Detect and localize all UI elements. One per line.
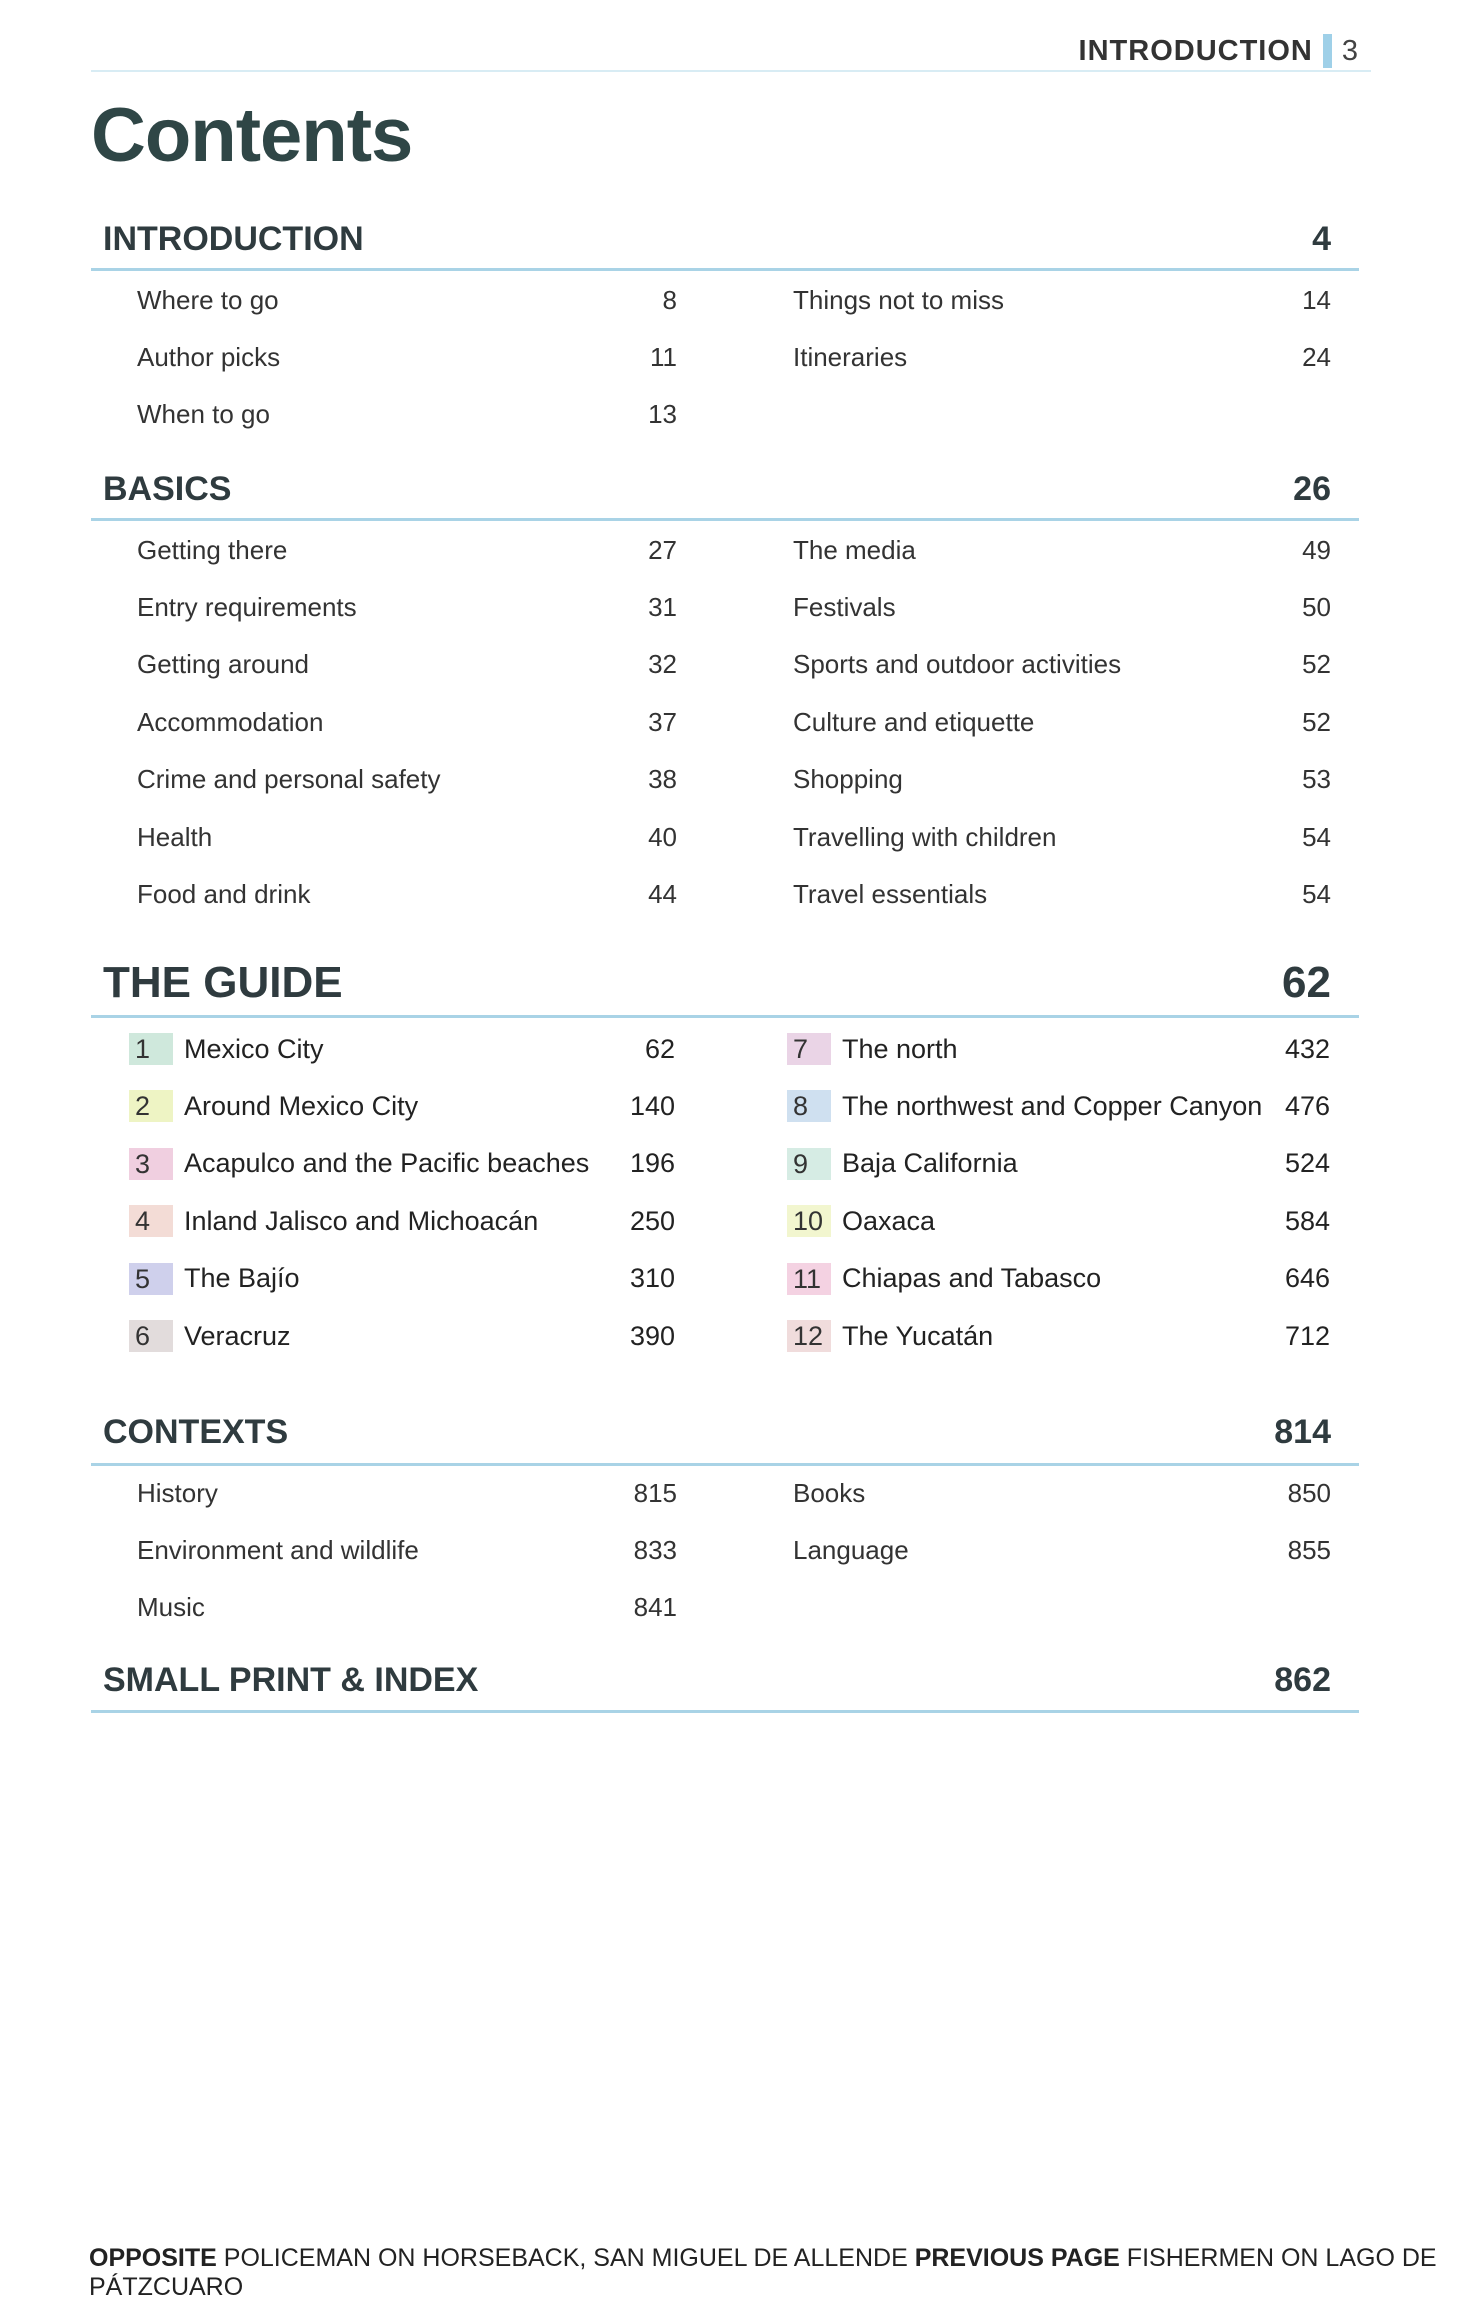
entry-label-group [793,764,903,795]
entry-page: 54 [1302,878,1331,909]
entry-label: Itineraries [793,341,908,372]
chapter-number-badge: 10 [787,1205,831,1237]
entry-page: 52 [1302,706,1331,737]
entry-label-group [129,1090,418,1122]
entry-page: 11 [650,341,677,372]
toc-entry[interactable] [793,1533,1331,1567]
entry-label-group [787,1033,958,1065]
entry-label: Travel essentials [793,878,988,909]
section-page: 4 [1312,220,1331,258]
section-title: BASICS [103,470,232,508]
entry-page: 850 [1287,1477,1331,1508]
entry-label: Getting there [137,534,288,565]
chapter-number-badge: 7 [787,1033,831,1065]
entry-label-group [793,285,1004,316]
entry-label: Where to go [137,284,279,315]
entry-label-group [787,1090,1262,1122]
entry-page: 476 [1284,1090,1330,1121]
entry-label-group [137,285,279,316]
entry-page: 49 [1302,534,1331,565]
entry-label: Accommodation [137,706,324,737]
entry-label: Entry requirements [137,591,357,622]
entry-label-group [787,1320,993,1352]
section-rule [91,518,1359,521]
entry-label: Shopping [793,764,903,795]
entry-label: Books [793,1477,866,1508]
entry-page: 196 [629,1148,675,1179]
toc-entry[interactable] [137,398,677,432]
entry-page: 40 [648,821,677,852]
section-title: INTRODUCTION [103,220,364,258]
section-page: 26 [1293,470,1331,508]
entry-label-group [129,1320,291,1352]
entry-label-group [137,592,357,623]
entry-label: Getting around [137,649,310,680]
entry-label-group [793,342,907,373]
entry-label-group [137,1592,205,1623]
toc-entry[interactable] [137,648,677,682]
toc-entry[interactable] [793,877,1331,911]
entry-label: Food and drink [137,878,311,909]
entry-page: 8 [662,284,677,315]
entry-label-group [793,822,1056,853]
entry-label-group [793,592,896,623]
chapter-number-badge: 1 [129,1033,173,1065]
entry-page: 27 [648,534,677,565]
toc-entry[interactable] [137,763,677,797]
toc-entry[interactable] [793,648,1331,682]
entry-page: 524 [1284,1148,1330,1179]
entry-label-group [129,1033,324,1065]
entry-page: 53 [1302,764,1331,795]
entry-label: Festivals [793,591,896,622]
toc-entry[interactable] [137,590,677,624]
entry-label-group [129,1263,300,1295]
entry-label: Veracruz [184,1320,291,1351]
entry-page: 37 [648,706,677,737]
top-divider [91,70,1371,72]
entry-page: 38 [648,764,677,795]
entry-label-group [793,1478,865,1509]
entry-page: 432 [1284,1033,1330,1064]
entry-label-group [137,707,323,738]
entry-label: Crime and personal safety [137,764,441,795]
entry-page: 31 [648,591,677,622]
toc-entry[interactable] [137,877,677,911]
chapter-number-badge: 5 [129,1263,173,1295]
chapter-number-badge: 4 [129,1205,173,1237]
entry-label-group [137,1478,218,1509]
entry-label: Language [793,1534,909,1565]
entry-page: 855 [1287,1534,1331,1565]
entry-label-group [137,879,310,910]
entry-label: Mexico City [184,1033,324,1064]
entry-label: The Bajío [184,1263,300,1294]
toc-entry[interactable] [137,283,677,317]
entry-label: Chiapas and Tabasco [842,1263,1102,1294]
toc-entry[interactable] [787,1319,1330,1353]
section-rule [91,1710,1359,1713]
entry-page: 310 [629,1263,675,1294]
toc-entry[interactable] [793,283,1331,317]
entry-label-group [137,1535,419,1566]
entry-page: 140 [629,1090,675,1121]
running-head-marker [1323,34,1332,68]
entry-label: Music [137,1592,205,1623]
entry-label-group [137,649,309,680]
entry-page: 833 [633,1534,677,1565]
section-heading-contexts[interactable] [103,1413,1331,1452]
toc-entry[interactable] [787,1032,1330,1066]
entry-label: Baja California [842,1148,1018,1179]
entry-label-group [793,1535,909,1566]
toc-entry[interactable] [129,1032,675,1066]
toc-entry[interactable] [129,1319,675,1353]
toc-entry[interactable] [137,340,677,374]
section-page: 62 [1282,958,1331,1007]
toc-entry[interactable] [129,1147,675,1181]
toc-entry[interactable] [137,1591,677,1625]
section-page: 862 [1274,1661,1331,1699]
section-title: THE GUIDE [103,958,343,1007]
page-title: Contents [91,93,413,178]
toc-entry[interactable] [129,1262,675,1296]
entry-label: Around Mexico City [184,1090,419,1121]
toc-entry[interactable] [129,1089,675,1123]
entry-page: 13 [648,399,677,430]
toc-entry[interactable] [137,1533,677,1567]
chapter-number-badge: 3 [129,1148,173,1180]
entry-label: The northwest and Copper Canyon [842,1090,1263,1121]
chapter-number-badge: 9 [787,1148,831,1180]
entry-label-group [137,535,287,566]
caption-previous-text: FISHERMEN ON LAGO DE PÁTZCUARO [89,2244,1437,2301]
entry-label-group [793,707,1034,738]
entry-label: Travelling with children [793,821,1057,852]
entry-label: Environment and wildlife [137,1534,419,1565]
entry-page: 14 [1302,284,1331,315]
toc-entry[interactable] [793,820,1331,854]
section-rule [91,1015,1359,1018]
entry-label: History [137,1477,218,1508]
entry-label: Oaxaca [842,1205,936,1236]
entry-label-group [129,1205,538,1237]
entry-label-group [787,1263,1101,1295]
toc-entry[interactable] [793,705,1331,739]
entry-label: When to go [137,399,270,430]
entry-label: Acapulco and the Pacific beaches [184,1148,590,1179]
entry-label-group [137,399,270,430]
entry-page: 32 [648,649,677,680]
entry-label: The north [842,1033,958,1064]
entry-label: The Yucatán [842,1320,994,1351]
toc-entry[interactable] [787,1147,1330,1181]
entry-page: 841 [633,1592,677,1623]
section-heading-small-print-index[interactable] [103,1661,1331,1700]
toc-entry[interactable] [793,763,1331,797]
entry-label-group [137,342,280,373]
section-heading-the-guide[interactable] [103,958,1331,1008]
entry-label-group [793,535,916,566]
entry-label: Inland Jalisco and Michoacán [184,1205,539,1236]
entry-label-group [137,822,212,853]
entry-label: The media [793,534,916,565]
section-title: SMALL PRINT & INDEX [103,1661,479,1699]
entry-page: 390 [629,1320,675,1351]
entry-label-group [137,764,440,795]
entry-label-group [129,1148,589,1180]
entry-page: 584 [1284,1205,1330,1236]
toc-entry[interactable] [137,1476,677,1510]
entry-label: Things not to miss [793,284,1004,315]
section-rule [91,1463,1359,1466]
running-head-section: INTRODUCTION [1078,34,1313,67]
entry-label: Health [137,821,213,852]
entry-label: Culture and etiquette [793,706,1035,737]
page-number: 3 [1341,34,1359,67]
entry-label: Author picks [137,341,281,372]
entry-page: 50 [1302,591,1331,622]
photo-caption [89,2244,1471,2302]
entry-label: Sports and outdoor activities [793,649,1122,680]
toc-entry[interactable] [137,820,677,854]
entry-page: 44 [648,878,677,909]
section-heading-introduction[interactable] [103,220,1331,259]
entry-page: 646 [1284,1263,1330,1294]
caption-previous-label: PREVIOUS PAGE [914,2244,1120,2272]
toc-entry[interactable] [787,1262,1330,1296]
toc-entry[interactable] [787,1089,1330,1123]
section-title: CONTEXTS [103,1413,289,1451]
toc-entry[interactable] [129,1204,675,1238]
caption-opposite-label: OPPOSITE [89,2244,217,2272]
toc-entry[interactable] [137,705,677,739]
section-heading-basics[interactable] [103,470,1331,509]
caption-opposite-text: POLICEMAN ON HORSEBACK, SAN MIGUEL DE ALLENDE [223,2244,908,2272]
chapter-number-badge: 8 [787,1090,831,1122]
entry-page: 24 [1302,341,1331,372]
entry-page: 54 [1302,821,1331,852]
entry-page: 815 [633,1477,677,1508]
toc-entry[interactable] [137,533,677,567]
chapter-number-badge: 6 [129,1320,173,1352]
entry-label-group [793,879,987,910]
entry-page: 712 [1284,1320,1330,1351]
toc-entry[interactable] [793,533,1331,567]
section-rule [91,268,1359,271]
entry-page: 52 [1302,649,1331,680]
chapter-number-badge: 2 [129,1090,173,1122]
entry-label-group [787,1148,1018,1180]
toc-entry[interactable] [793,1476,1331,1510]
entry-label-group [793,649,1121,680]
chapter-number-badge: 11 [787,1263,831,1295]
entry-page: 62 [644,1033,675,1064]
section-page: 814 [1274,1413,1331,1451]
toc-entry[interactable] [787,1204,1330,1238]
running-head [1079,34,1359,68]
chapter-number-badge: 12 [787,1320,831,1352]
entry-label-group [787,1205,935,1237]
entry-page: 250 [629,1205,675,1236]
toc-entry[interactable] [793,340,1331,374]
toc-entry[interactable] [793,590,1331,624]
